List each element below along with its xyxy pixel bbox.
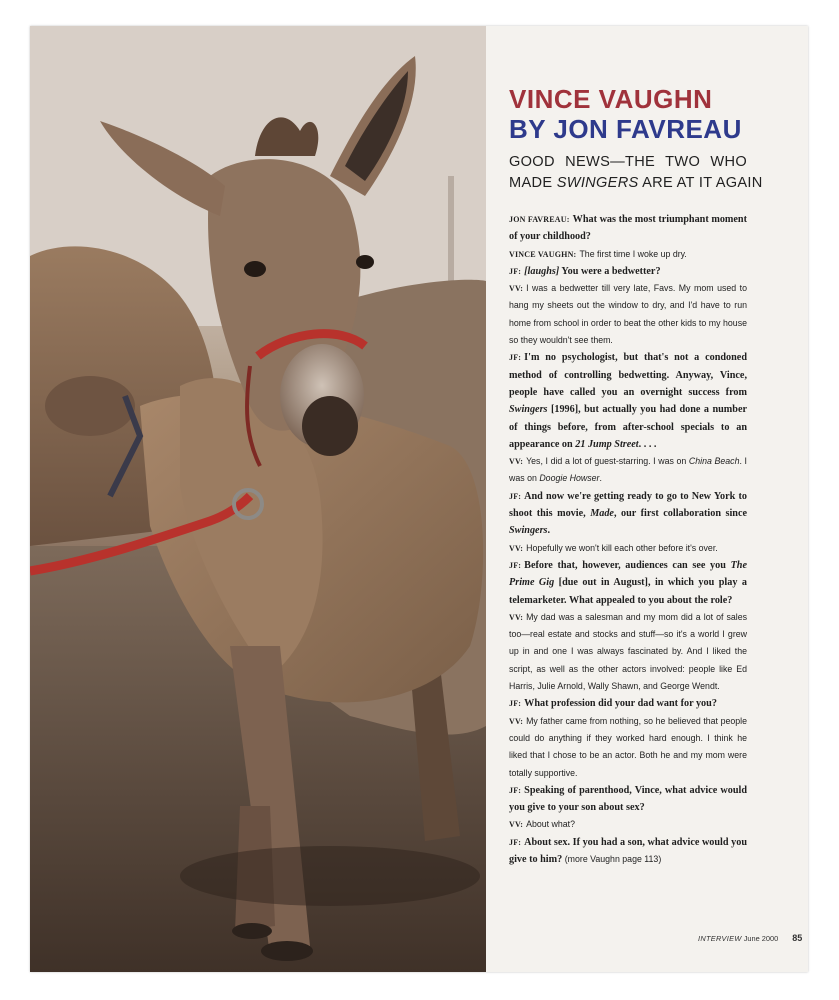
speaker-label: JF: <box>509 491 522 501</box>
answer-paragraph <box>509 816 747 833</box>
question-paragraph <box>509 834 747 869</box>
speaker-label: VV: <box>509 284 524 294</box>
question-text: . <box>547 525 551 537</box>
speaker-label: JF: <box>509 353 522 363</box>
issue-date: June 2000 <box>743 934 779 943</box>
deck-line-2 <box>509 173 763 194</box>
question-paragraph <box>509 263 747 280</box>
question-text: , our first collaboration since <box>613 508 747 520</box>
question-paragraph <box>509 782 747 817</box>
question-text: About sex. If you had a son, what advice would you give to him? <box>509 836 747 865</box>
answer-paragraph <box>509 246 747 263</box>
answer-text: My father came from nothing, so he believed that people could do anything if they worked hard enough. I think he liked that I chose to be an actor. Both he and my mom were totally supportive. <box>509 715 747 778</box>
page-footer <box>698 933 803 943</box>
answer-text: Yes, I did a lot of guest-starring. I was on <box>526 456 689 467</box>
question-text: I'm no psychologist, but that's not a condoned method of controlling bedwetting. Anyway, Vince, people have called you an overnight success from <box>509 352 747 398</box>
question-text: And now we're getting ready to go to New York to shoot this movie, <box>509 490 747 520</box>
question-text: What was the most triumphant moment of your childhood? <box>509 214 747 243</box>
headline-byline: BY JON FAVREAU <box>509 114 742 144</box>
speaker-label: VV: <box>509 543 524 553</box>
answer-text: The first time I woke up dry. <box>579 248 687 259</box>
question-text: You were a bedwetter? <box>559 265 661 277</box>
speaker-label: VV: <box>509 612 524 622</box>
answer-text: . <box>599 473 602 484</box>
article-column <box>509 84 763 868</box>
answer-text: I was a bedwetter till very late, Favs. My mom used to hang my sheets out the window to dry, and I'd have to run home from school in order to beat the other kids to my house so they wouldn't see them. <box>509 283 747 346</box>
continuation-note: (more Vaughn page 113) <box>564 853 662 864</box>
speaker-label: JF: <box>509 699 522 709</box>
question-text: Speaking of parenthood, Vince, what advice would you give to your son about sex? <box>509 784 747 814</box>
magazine-name: INTERVIEW <box>698 934 742 943</box>
deck <box>509 152 763 194</box>
show-title: China Beach <box>688 456 740 467</box>
question-text: [due out in August], in which you play a telemarketer. What appealed to you about the role? <box>509 577 748 606</box>
film-title: Swingers <box>509 404 548 416</box>
headline-subject: VINCE VAUGHN <box>509 84 713 114</box>
speaker-label: VINCE VAUGHN: <box>509 249 577 259</box>
interview-body <box>509 211 747 868</box>
donkey-photo <box>30 26 486 972</box>
question-text: What profession did your dad want for you? <box>524 698 717 710</box>
question-paragraph <box>509 488 747 540</box>
question-text: Before that, however, audiences can see you <box>524 559 731 571</box>
speaker-label: JON FAVREAU: <box>509 215 570 224</box>
page-number: 85 <box>792 933 803 943</box>
show-title: 21 Jump Street <box>575 438 639 450</box>
speaker-label: VV: <box>509 716 524 726</box>
speaker-label: JF: <box>509 560 522 570</box>
deck-text: ARE AT IT AGAIN <box>638 175 763 191</box>
question-paragraph <box>509 349 747 453</box>
film-title: The Prime Gig <box>509 559 747 589</box>
answer-paragraph <box>509 609 747 695</box>
question-text: . . . . <box>638 438 657 450</box>
film-title: Swingers <box>509 525 548 537</box>
donkey-illustration <box>30 26 486 972</box>
question-text: [1996], but actually you had done a number of things before, from after-school specials to an appearance on <box>509 404 747 450</box>
answer-paragraph <box>509 540 747 557</box>
speaker-label: VV: <box>509 820 524 830</box>
speaker-label: VV: <box>509 457 524 467</box>
answer-text: My dad was a salesman and my mom did a lot of sales too—real estate and stocks and stuff—so it's a world I grew up in and one I was always fascinated by. And I liked the script, as well as the other actors involved: people like Ed Harris, Julie Arnold, Wally Shawn, and George Wendt. <box>509 611 747 692</box>
answer-paragraph <box>509 713 747 782</box>
answer-text: . I was on <box>509 456 747 484</box>
deck-film-title: SWINGERS <box>556 175 639 191</box>
question-paragraph <box>509 211 747 246</box>
question-paragraph <box>509 557 747 609</box>
question-paragraph <box>509 695 747 712</box>
film-title: Made <box>590 508 614 520</box>
deck-text: MADE <box>509 175 557 191</box>
answer-paragraph <box>509 453 747 488</box>
speaker-label: JF: <box>509 837 522 847</box>
speaker-label: JF: <box>509 785 522 795</box>
answer-text: About what? <box>526 819 576 830</box>
deck-line-1: GOOD NEWS—THE TWO WHO <box>509 154 747 170</box>
answer-text: Hopefully we won't kill each other before it's over. <box>526 542 718 553</box>
speaker-label: JF: <box>509 266 522 276</box>
stage-direction: [laughs] <box>524 265 560 277</box>
show-title: Doogie Howser <box>539 473 600 484</box>
answer-paragraph <box>509 280 747 349</box>
